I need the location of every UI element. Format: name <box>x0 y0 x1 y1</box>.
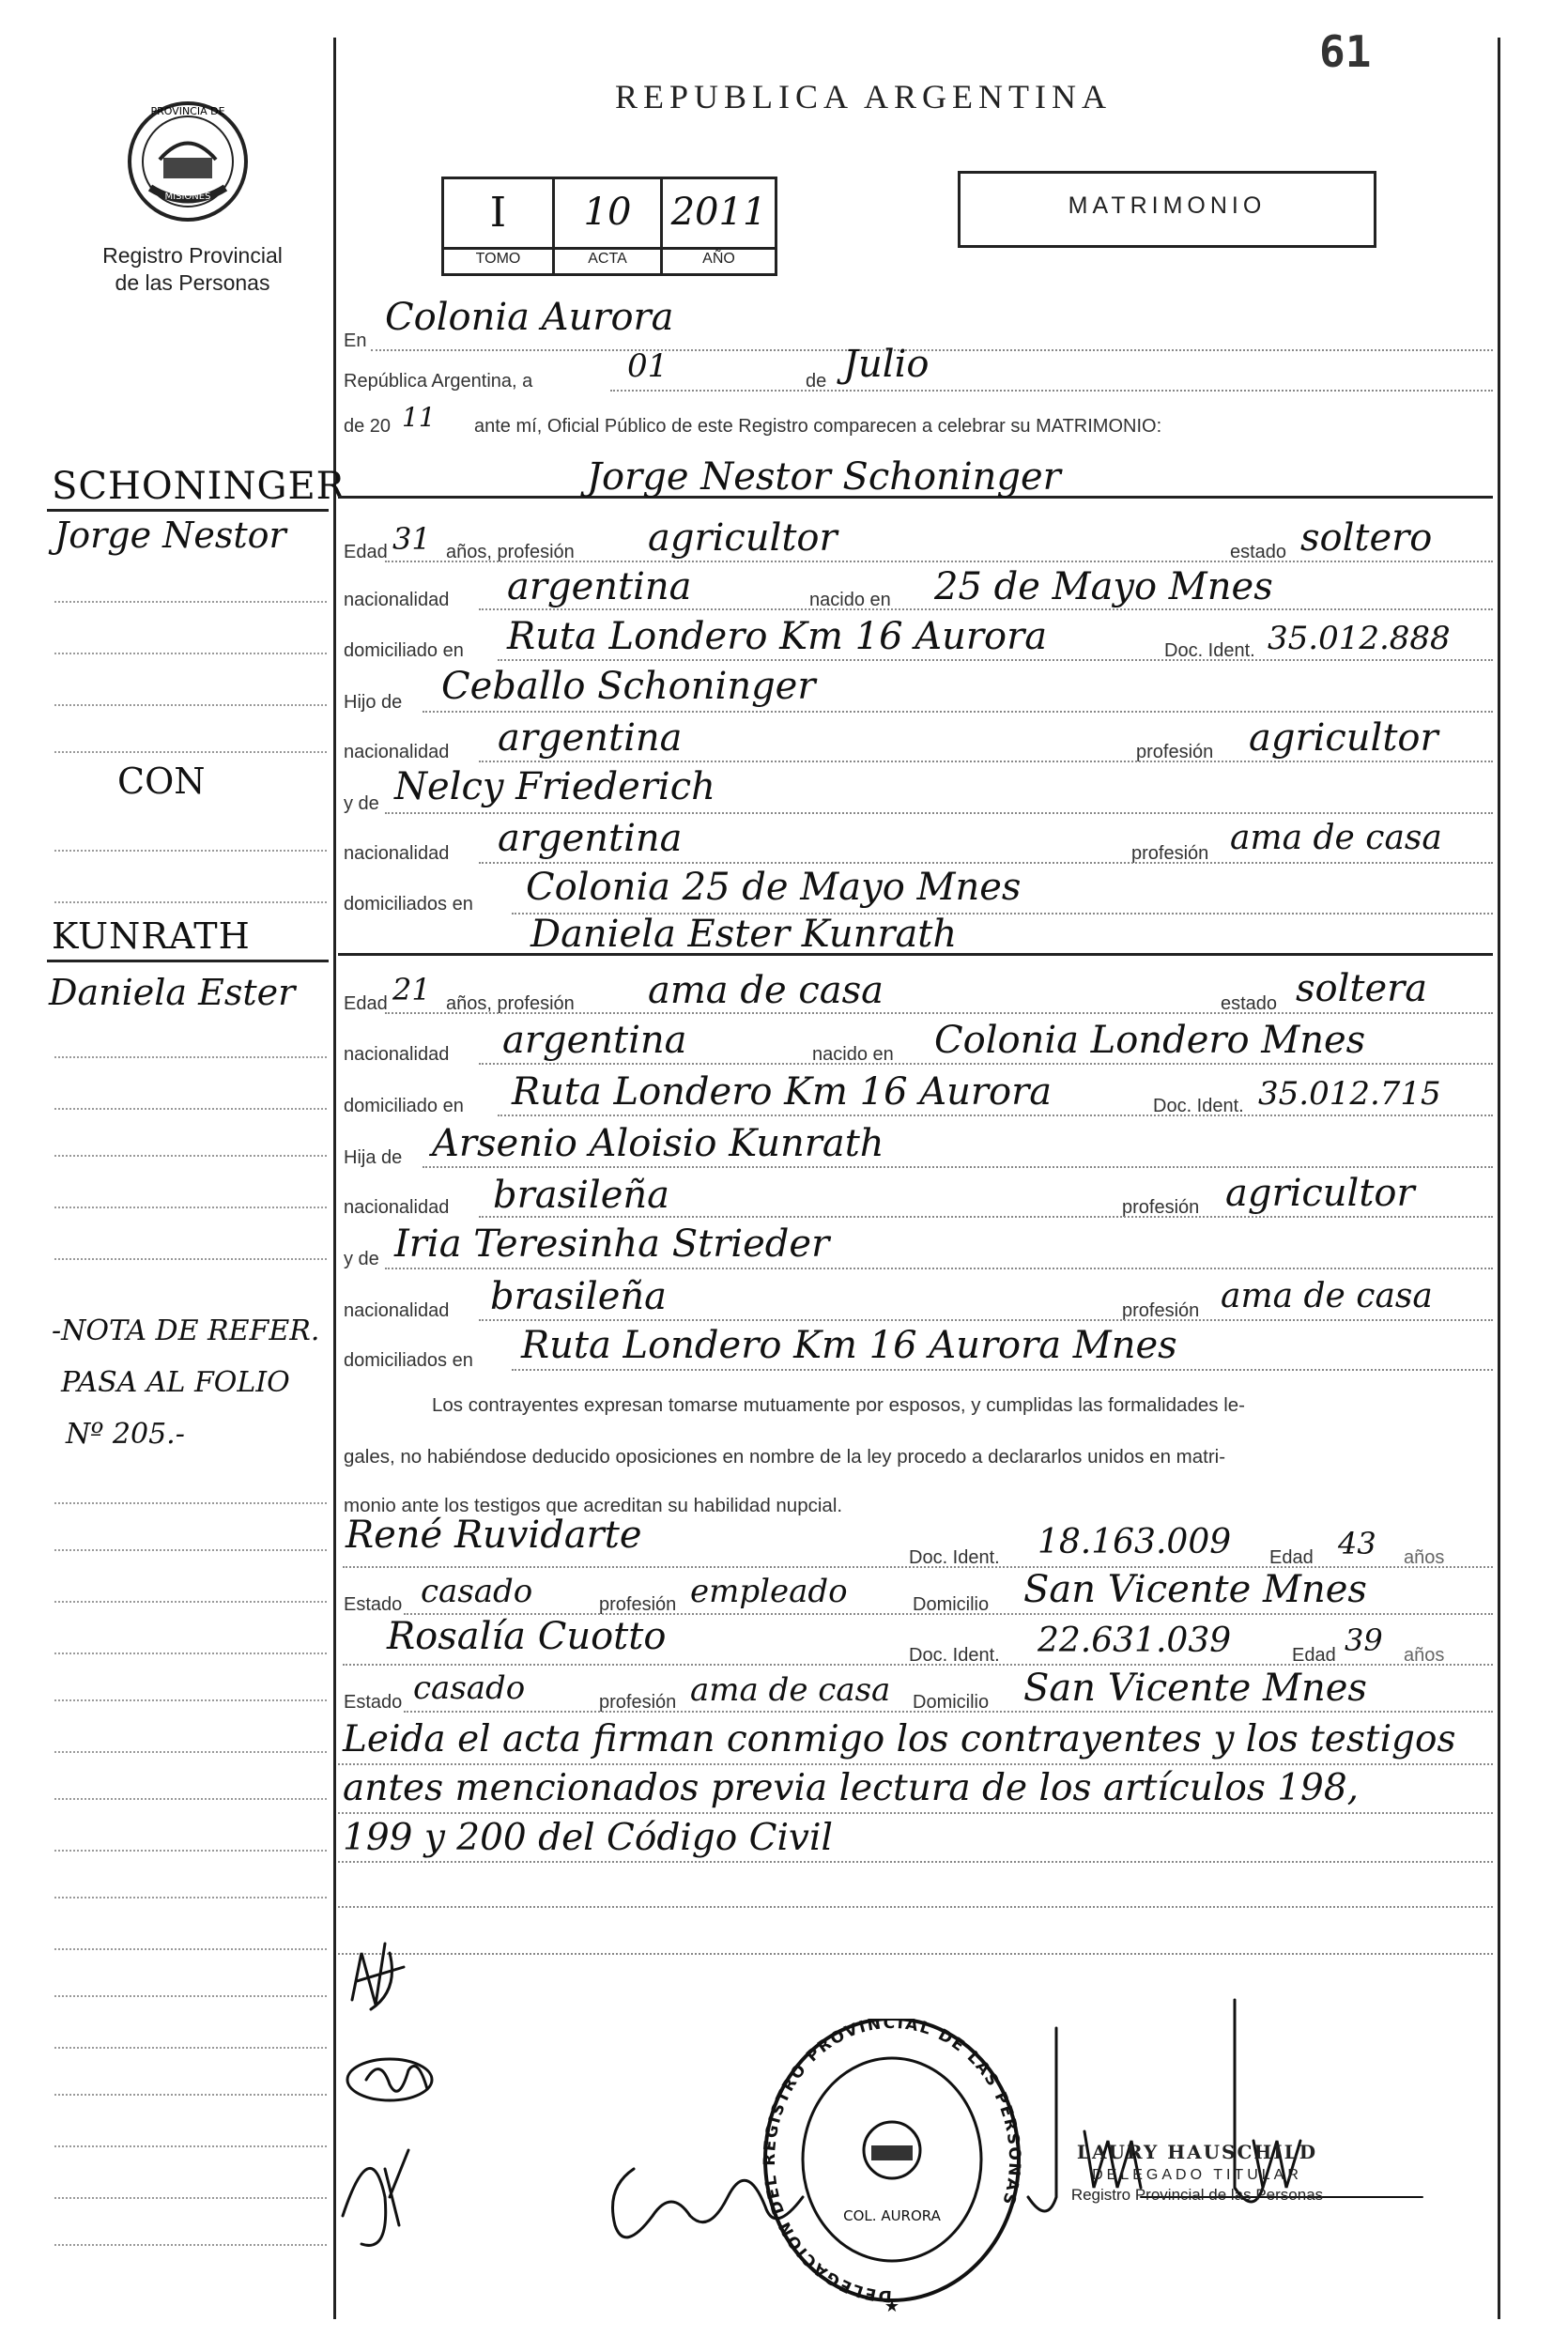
body-line-1: Los contrayentes expresan tomarse mutuamente por esposos, y cumplidas las formalidades le- <box>432 1394 1245 1416</box>
closing-line-1-rule <box>338 1763 1493 1765</box>
groom-mnac-line <box>479 862 1493 864</box>
year-prefix: de 20 <box>344 416 392 437</box>
bride-fnac-line <box>479 1216 1493 1218</box>
bride-mother: Iria Teresinha Strieder <box>394 1222 830 1266</box>
groom-father-nat: argentina <box>498 716 683 760</box>
witness-2-line <box>343 1664 1493 1666</box>
groom-edad-label: Edad <box>344 542 388 562</box>
closing-line-2-rule <box>338 1812 1493 1814</box>
witness-2-name: Rosalía Cuotto <box>387 1615 667 1658</box>
body-line-2: gales, no habiéndose deducido oposiciones en nombre de la ley procedo a declararlos unidos en matri- <box>344 1446 1226 1468</box>
witness-2-doc: 22.631.039 <box>1038 1622 1232 1660</box>
acta-label: ACTA <box>588 251 627 267</box>
anio-value: 2011 <box>670 191 767 234</box>
groom-mother-nat: argentina <box>498 817 683 860</box>
groom-doc-label: Doc. Ident. <box>1164 640 1255 661</box>
bride-fprof-label: profesión <box>1122 1197 1200 1218</box>
de-label: de <box>806 371 827 392</box>
witness-2-doc-label: Doc. Ident. <box>909 1645 1000 1666</box>
bride-father: Arsenio Aloisio Kunrath <box>432 1122 884 1165</box>
witness-2-dom-label: Domicilio <box>913 1692 990 1713</box>
bride-nacido-label: nacido en <box>812 1044 894 1065</box>
witness-2-estado-label: Estado <box>344 1692 403 1713</box>
groom-nac-line <box>479 608 1493 610</box>
groom-status: soltero <box>1300 516 1433 560</box>
official-stamp <box>761 2019 1023 2319</box>
closing-line-3-rule <box>338 1861 1493 1863</box>
bride-mother-prof: ama de casa <box>1221 1277 1433 1315</box>
registry-name <box>85 242 300 297</box>
bride-parents-address: Ruta Londero Km 16 Aurora Mnes <box>521 1324 1177 1367</box>
body-line-3: monio ante los testigos que acreditan su habilidad nupcial. <box>344 1495 843 1516</box>
groom-nac-label: nacionalidad <box>344 590 450 610</box>
witness-1-estado-label: Estado <box>344 1594 403 1615</box>
document-type-box <box>958 171 1376 248</box>
bride-profession: ama de casa <box>648 969 884 1012</box>
groom-mprof-label: profesión <box>1131 843 1209 864</box>
groom-yde-line <box>385 812 1493 814</box>
seal-text-bottom: MISIONES <box>164 192 211 202</box>
margin-note-1: -NOTA DE REFER. <box>52 1314 320 1347</box>
bride-yde-line <box>385 1268 1493 1269</box>
groom-profession: agricultor <box>648 516 838 560</box>
bride-anios-label: años, profesión <box>446 993 575 1014</box>
bride-name: Daniela Ester Kunrath <box>530 913 958 956</box>
date-line <box>610 390 1493 392</box>
anio-label: AÑO <box>702 251 735 267</box>
svg-text:★: ★ <box>884 2297 900 2315</box>
country-title: REPUBLICA ARGENTINA <box>615 78 1113 115</box>
witness-2-edad-label: Edad <box>1292 1645 1336 1666</box>
bride-address: Ruta Londero Km 16 Aurora <box>512 1070 1053 1114</box>
signature-groom <box>352 1944 404 2009</box>
groom-nationality: argentina <box>507 565 692 608</box>
folio-number: 61 <box>1319 26 1372 77</box>
closing-line-1: Leida el acta firman conmigo los contrayentes y los testigos <box>343 1718 1456 1760</box>
officer-name: LAURY HAUSCHILD <box>1076 2141 1318 2163</box>
month-value: Julio <box>843 343 930 386</box>
bride-doc-label: Doc. Ident. <box>1153 1096 1244 1116</box>
margin-bride-names: Daniela Ester <box>49 972 296 1013</box>
margin-groom-underline <box>47 509 329 512</box>
stamp-ring-text: DELEGACION DEL REGISTRO PROVINCIAL DE LAS PERSONAS <box>761 2019 1023 2306</box>
margin-groom-surname: SCHONINGER <box>52 465 346 508</box>
closing-line-2: antes mencionados previa lectura de los artículos 198, <box>343 1767 1360 1809</box>
groom-father-prof: agricultor <box>1249 716 1438 760</box>
bride-doc: 35.012.715 <box>1258 1075 1441 1113</box>
groom-mother: Nelcy Friederich <box>394 765 715 808</box>
groom-nacido-label: nacido en <box>809 590 891 610</box>
groom-dom-line <box>498 659 1493 661</box>
witness-1-age: 43 <box>1338 1526 1376 1561</box>
bride-yde-label: y de <box>344 1249 379 1269</box>
groom-age: 31 <box>392 521 431 557</box>
witness-1-name: René Ruvidarte <box>346 1514 642 1557</box>
blank-line-1 <box>338 1906 1493 1908</box>
officer-title: DELEGADO TITULAR <box>1092 2167 1302 2183</box>
bride-doms-line <box>512 1369 1493 1371</box>
registry-logo <box>122 94 254 235</box>
bride-edad-label: Edad <box>344 993 388 1014</box>
rep-label: República Argentina, a <box>344 371 533 392</box>
bride-hija-line <box>423 1166 1493 1168</box>
bride-mnac-line <box>479 1319 1493 1321</box>
stamp-center-text: COL. AURORA <box>843 2207 941 2224</box>
witness-1-dom-label: Domicilio <box>913 1594 990 1615</box>
margin-groom-names: Jorge Nestor <box>54 515 286 556</box>
tomo-label: TOMO <box>475 251 521 267</box>
groom-yde-label: y de <box>344 793 379 814</box>
signature-witness-1 <box>343 2150 408 2245</box>
bride-edad-line <box>385 1012 1493 1014</box>
witness-1-status: casado <box>421 1573 533 1610</box>
witness-2-age: 39 <box>1345 1622 1383 1658</box>
margin-con: CON <box>117 761 206 802</box>
groom-father: Ceballo Schoninger <box>441 665 816 708</box>
registry-line-2: de las Personas <box>115 270 270 295</box>
bride-nac-label: nacionalidad <box>344 1044 450 1065</box>
tomo-acta-anio-box <box>441 177 777 276</box>
bride-dom-line <box>498 1115 1493 1116</box>
witness-1-address: San Vicente Mnes <box>1023 1568 1367 1611</box>
groom-hijo-label: Hijo de <box>344 692 403 713</box>
bride-nationality: argentina <box>502 1019 687 1062</box>
witness-2-line-2 <box>404 1711 1493 1713</box>
witness-2-profession: ama de casa <box>690 1671 891 1709</box>
bride-age: 21 <box>392 972 431 1007</box>
witness-2-prof-label: profesión <box>599 1692 677 1713</box>
day-value: 01 <box>627 347 669 385</box>
groom-doms-label: domiciliados en <box>344 894 473 915</box>
document-type: MATRIMONIO <box>1068 192 1267 219</box>
year-suffix: 11 <box>402 402 436 433</box>
groom-birthplace: 25 de Mayo Mnes <box>934 565 1273 608</box>
witness-1-prof-label: profesión <box>599 1594 677 1615</box>
bride-status: soltera <box>1296 967 1428 1010</box>
groom-fnac-label: nacionalidad <box>344 742 450 762</box>
witness-2-address: San Vicente Mnes <box>1023 1667 1367 1710</box>
witness-2-anios-label: años <box>1404 1645 1445 1666</box>
bride-father-nat: brasileña <box>493 1174 669 1217</box>
signature-bride <box>347 2059 432 2100</box>
groom-edad-line <box>385 561 1493 562</box>
bride-hija-label: Hija de <box>344 1147 403 1168</box>
groom-mnac-label: nacionalidad <box>344 843 450 864</box>
bride-doms-label: domiciliados en <box>344 1350 473 1371</box>
margin-bride-underline <box>47 960 329 962</box>
margin-bride-surname: KUNRATH <box>52 915 251 957</box>
margin-note-3: Nº 205.- <box>66 1418 185 1451</box>
en-line <box>371 349 1493 351</box>
en-label: En <box>344 331 367 351</box>
bride-father-prof: agricultor <box>1225 1172 1415 1215</box>
bride-dom-label: domiciliado en <box>344 1096 464 1116</box>
groom-address: Ruta Londero Km 16 Aurora <box>507 615 1048 658</box>
groom-mother-prof: ama de casa <box>1230 819 1442 857</box>
groom-dom-label: domiciliado en <box>344 640 464 661</box>
groom-hijo-line <box>423 711 1493 713</box>
witness-1-edad-label: Edad <box>1269 1547 1314 1568</box>
witness-2-status: casado <box>413 1669 526 1707</box>
witness-1-profession: empleado <box>690 1573 848 1610</box>
registry-line-1: Registro Provincial <box>102 243 283 268</box>
right-border <box>1498 38 1500 2319</box>
groom-name: Jorge Nestor Schoninger <box>587 455 1061 499</box>
bride-fnac-label: nacionalidad <box>344 1197 450 1218</box>
seal-text-top: PROVINCIA DE <box>150 105 225 117</box>
groom-fprof-label: profesión <box>1136 742 1214 762</box>
groom-estado-label: estado <box>1230 542 1287 562</box>
acta-value: 10 <box>583 191 632 234</box>
bride-mprof-label: profesión <box>1122 1300 1200 1321</box>
en-value: Colonia Aurora <box>385 296 674 339</box>
bride-birthplace: Colonia Londero Mnes <box>934 1019 1366 1062</box>
witness-1-doc-label: Doc. Ident. <box>909 1547 1000 1568</box>
witness-1-doc: 18.163.009 <box>1038 1523 1232 1561</box>
tomo-value: I <box>489 189 507 237</box>
bride-nac-line <box>479 1063 1493 1065</box>
groom-anios-label: años, profesión <box>446 542 575 562</box>
bride-mother-nat: brasileña <box>490 1275 667 1318</box>
bride-estado-label: estado <box>1221 993 1278 1014</box>
statement: ante mí, Oficial Público de este Registro comparecen a celebrar su MATRIMONIO: <box>474 416 1162 437</box>
closing-line-3: 199 y 200 del Código Civil <box>343 1817 833 1859</box>
officer-org: Registro Provincial de las Personas <box>1070 2186 1324 2204</box>
groom-doc: 35.012.888 <box>1268 620 1451 657</box>
groom-parents-address: Colonia 25 de Mayo Mnes <box>526 866 1022 909</box>
groom-fnac-line <box>479 761 1493 762</box>
officer-block <box>1042 2141 1352 2205</box>
witness-1-anios-label: años <box>1404 1547 1445 1568</box>
margin-note-2: PASA AL FOLIO <box>61 1366 290 1399</box>
bride-mnac-label: nacionalidad <box>344 1300 450 1321</box>
